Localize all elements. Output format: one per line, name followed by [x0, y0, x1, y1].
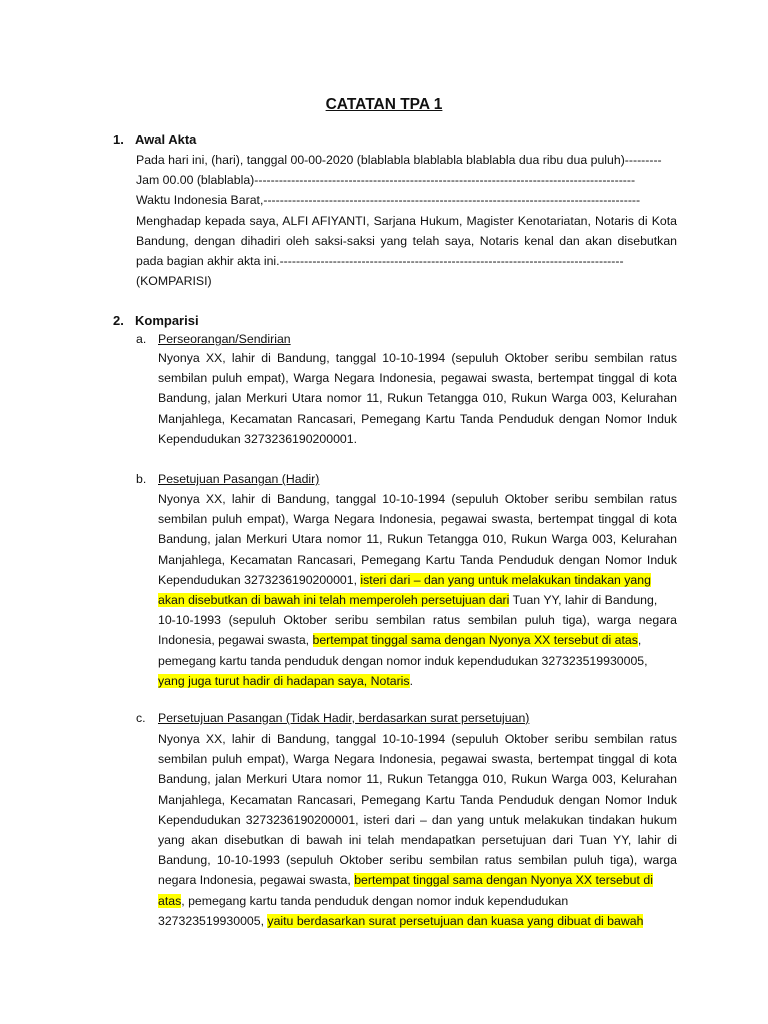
paragraph-line: Bandung, dengan dihadiri oleh saksi-saksi yang telah saya, Notaris kenal dan akan disebutkan	[136, 233, 677, 248]
paragraph-line: sembilan puluh empat), Warga Negara Indonesia, pegawai swasta, bertempat tinggal di kota	[158, 512, 677, 527]
paragraph-line: sembilan puluh empat), Warga Negara Indonesia, pegawai swasta, bertempat tinggal di kota	[158, 752, 677, 767]
paragraph-line: Nyonya XX, lahir di Bandung, tanggal 10-10-1994 (sepuluh Oktober seribu sembilan ratus	[158, 492, 677, 506]
paragraph-line: Manjahlega, Kecamatan Rancasari, Pemegang Kartu Tanda Penduduk dengan Nomor Induk	[158, 792, 677, 807]
highlighted-text: atas	[158, 893, 182, 908]
paragraph-line	[158, 891, 677, 911]
subsection-a-letter: a.	[136, 332, 147, 346]
paragraph-line: Jam 00.00 (blablabla)---------------------------------------------------------------------------------------------	[136, 173, 636, 188]
paragraph-line: yang akan disebutkan di bawah ini telah mendapatkan persetujuan dari Tuan YY, lahir di	[158, 832, 677, 847]
paragraph-line: Bandung, jalan Merkuri Utara nomor 11, Rukun Tetangga 010, Rukun Warga 003, Kelurahan	[158, 532, 677, 547]
subsection-c-label: Persetujuan Pasangan (Tidak Hadir, berdasarkan surat persetujuan)	[158, 711, 530, 725]
plain-text: negara Indonesia, pegawai swasta,	[158, 873, 355, 888]
paragraph-line	[158, 911, 677, 931]
paragraph-line: (KOMPARISI)	[136, 274, 212, 289]
plain-text: , pemegang kartu tanda penduduk dengan nomor induk kependudukan	[181, 893, 569, 908]
plain-text: Kependudukan 3273236190200001,	[158, 572, 361, 587]
section-1-body	[136, 150, 677, 291]
section-1-heading	[113, 132, 196, 147]
highlighted-text: yang juga turut hadir di hadapan saya, Notaris	[158, 673, 410, 688]
highlighted-text: bertempat tinggal sama dengan Nyonya XX tersebut di atas	[312, 633, 638, 648]
plain-text: .	[409, 673, 413, 688]
subsection-b-body	[158, 489, 677, 691]
subsection-a-label: Perseorangan/Sendirian	[158, 332, 291, 346]
subsection-a-heading	[136, 332, 291, 346]
paragraph-line: Pada hari ini, (hari), tanggal 00-00-2020 (blablabla blablabla blablabla dua ribu dua puluh)---------	[136, 153, 662, 167]
paragraph-line: Manjahlega, Kecamatan Rancasari, Pemegang Kartu Tanda Penduduk dengan Nomor Induk	[158, 552, 677, 567]
paragraph-line: 10-10-1993 (sepuluh Oktober seribu sembilan ratus sembilan puluh tiga), warga negara	[158, 613, 677, 628]
plain-text: 327323519930005,	[158, 913, 268, 928]
subsection-c-letter: c.	[136, 711, 146, 725]
section-1-number: 1.	[113, 132, 124, 147]
paragraph-line: Kependudukan 3273236190200001.	[158, 431, 357, 446]
subsection-b-letter: b.	[136, 472, 147, 486]
section-2-title: Komparisi	[135, 313, 199, 328]
paragraph-line	[158, 570, 677, 590]
subsection-a-body	[158, 348, 677, 449]
section-2-number: 2.	[113, 313, 124, 328]
paragraph-line: Bandung, 10-10-1993 (sepuluh Oktober seribu sembilan ratus sembilan puluh tiga), warga	[158, 853, 677, 868]
paragraph-line: pemegang kartu tanda penduduk dengan nomor induk kependudukan 327323519930005,	[158, 653, 648, 668]
highlighted-text: yaitu berdasarkan surat persetujuan dan kuasa yang dibuat di bawah	[267, 913, 644, 928]
plain-text: Indonesia, pegawai swasta,	[158, 633, 313, 648]
highlighted-text: akan disebutkan di bawah ini telah memperoleh persetujuan dari	[158, 592, 510, 607]
paragraph-line	[158, 870, 677, 890]
section-1-title: Awal Akta	[135, 132, 197, 147]
paragraph-line	[158, 590, 677, 610]
paragraph-line: Waktu Indonesia Barat,--------------------------------------------------------------------------------------------	[136, 193, 641, 208]
paragraph-line: Menghadap kepada saya, ALFI AFIYANTI, Sarjana Hukum, Magister Kenotariatan, Notaris di Kota	[136, 213, 677, 228]
paragraph-line: Nyonya XX, lahir di Bandung, tanggal 10-10-1994 (sepuluh Oktober seribu sembilan ratus	[158, 732, 677, 746]
document-title: CATATAN TPA 1	[325, 96, 443, 113]
highlighted-text: isteri dari – dan yang untuk melakukan tindakan yang	[360, 572, 651, 587]
plain-text: ,	[637, 633, 642, 648]
paragraph-line: Kependudukan 3273236190200001, isteri dari – dan yang untuk melakukan tindakan hukum	[158, 812, 677, 827]
paragraph-line: pada bagian akhir akta ini.------------------------------------------------------------------------------------	[136, 253, 624, 268]
subsection-c-body	[158, 729, 677, 931]
paragraph-line: Bandung, jalan Merkuri Utara nomor 11, Rukun Tetangga 010, Rukun Warga 003, Kelurahan	[158, 391, 677, 406]
paragraph-line: Manjahlega, Kecamatan Rancasari, Pemegang Kartu Tanda Penduduk dengan Nomor Induk	[158, 411, 677, 426]
subsection-b-heading	[136, 472, 319, 486]
subsection-b-label: Pesetujuan Pasangan (Hadir)	[158, 472, 320, 486]
paragraph-line: Nyonya XX, lahir di Bandung, tanggal 10-10-1994 (sepuluh Oktober seribu sembilan ratus	[158, 351, 677, 365]
paragraph-line	[158, 671, 677, 691]
paragraph-line	[158, 630, 677, 650]
plain-text: Tuan YY, lahir di Bandung,	[509, 592, 658, 607]
subsection-c-heading	[136, 711, 529, 725]
section-2-heading	[113, 313, 199, 328]
paragraph-line: sembilan puluh empat), Warga Negara Indonesia, pegawai swasta, bertempat tinggal di kota	[158, 371, 677, 386]
paragraph-line: Bandung, jalan Merkuri Utara nomor 11, Rukun Tetangga 010, Rukun Warga 003, Kelurahan	[158, 772, 677, 787]
highlighted-text: bertempat tinggal sama dengan Nyonya XX tersebut di	[354, 873, 653, 888]
